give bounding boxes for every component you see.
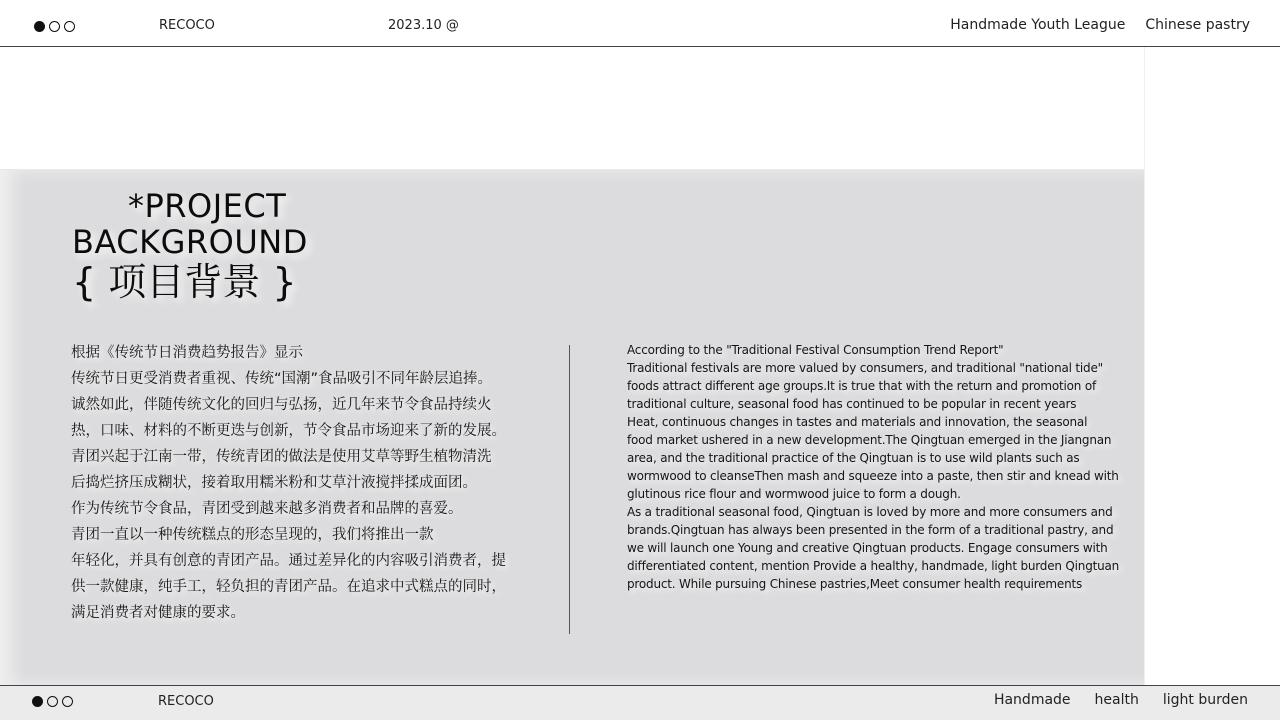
date-label: 2023.10 @ [388, 18, 459, 33]
page-indicator [32, 696, 73, 707]
column-divider [569, 345, 570, 634]
cn-line: 年轻化，并具有创意的青团产品。通过差异化的内容吸引消费者，提 [71, 553, 506, 569]
cn-line: 供一款健康，纯手工，轻负担的青团产品。在追求中式糕点的同时， [71, 579, 506, 595]
tag-health: health [1094, 692, 1139, 708]
footer-tags [994, 692, 1248, 708]
en-line: food market ushered in a new development.The Qingtuan emerged in the Jiangnan [627, 433, 1112, 447]
dot-icon [47, 696, 58, 707]
dot-icon [64, 21, 75, 32]
tag-light-burden: light burden [1162, 692, 1248, 708]
page-indicator [34, 21, 75, 32]
chinese-paragraph [71, 340, 551, 626]
top-nav [950, 17, 1250, 33]
en-line: foods attract different age groups.It is true that with the return and promotion of [627, 379, 1096, 393]
cn-line: 热，口味、材料的不断更迭与创新，节令食品市场迎来了新的发展。 [71, 423, 506, 439]
en-line: As a traditional seasonal food, Qingtuan is loved by more and more consumers and [627, 505, 1113, 519]
cn-line: 青团兴起于江南一带，传统青团的做法是使用艾草等野生植物清洗 [71, 449, 492, 465]
en-line: According to the "Traditional Festival Consumption Trend Report" [627, 343, 1004, 357]
nav-item-handmade-youth-league: Handmade Youth League [950, 17, 1126, 33]
right-margin-column [1144, 47, 1280, 685]
cn-line: 青团一直以一种传统糕点的形态呈现的，我们将推出一款 [71, 527, 434, 543]
en-line: product. While pursuing Chinese pastries,Meet consumer health requirements [627, 577, 1083, 591]
cn-line: 传统节日更受消费者重视、传统“国潮”食品吸引不同年龄层追捧。 [71, 371, 493, 387]
english-paragraph [627, 341, 1127, 593]
cn-line: 满足消费者对健康的要求。 [71, 605, 245, 621]
nav-item-chinese-pastry: Chinese pastry [1145, 17, 1250, 33]
dot-icon [62, 696, 73, 707]
cn-line: 诚然如此，伴随传统文化的回归与弘扬，近几年来节令食品持续火 [71, 397, 492, 413]
en-line: wormwood to cleanseThen mash and squeeze into a paste, then stir and knead with [627, 469, 1119, 483]
en-line: differentiated content, mention Provide a healthy, handmade, light burden Qingtuan [627, 559, 1120, 573]
top-bar [0, 0, 1280, 47]
cn-line: 后捣烂挤压成糊状，接着取用糯米粉和艾草汁液搅拌揉成面团。 [71, 475, 477, 491]
en-line: Traditional festivals are more valued by consumers, and traditional "national tide" [627, 361, 1103, 375]
en-line: Heat, continuous changes in tastes and materials and innovation, the seasonal [627, 415, 1088, 429]
en-line: traditional culture, seasonal food has continued to be popular in recent years [627, 397, 1077, 411]
en-line: we will launch one Young and creative Qingtuan products. Engage consumers with [627, 541, 1108, 555]
title-en-line1: *PROJECT [128, 187, 287, 225]
tag-handmade: Handmade [993, 692, 1071, 708]
brand-name: RECOCO [159, 18, 215, 33]
footer-brand: RECOCO [158, 694, 214, 709]
section-title [72, 188, 308, 304]
title-en-line2: BACKGROUND [72, 223, 308, 261]
dot-active-icon [32, 696, 43, 707]
en-line: area, and the traditional practice of the Qingtuan is to use wild plants such as [627, 451, 1080, 465]
bottom-bar [0, 685, 1280, 720]
en-line: glutinous rice flour and wormwood juice to form a dough. [627, 487, 961, 501]
dot-active-icon [34, 21, 45, 32]
title-cn: { 项目背景 } [72, 260, 297, 304]
en-line: brands.Qingtuan has always been presented in the form of a traditional pastry, and [627, 523, 1114, 537]
cn-line: 根据《传统节日消费趋势报告》显示 [71, 345, 303, 361]
dot-icon [49, 21, 60, 32]
cn-line: 作为传统节令食品，青团受到越来越多消费者和品牌的喜爱。 [71, 501, 463, 517]
